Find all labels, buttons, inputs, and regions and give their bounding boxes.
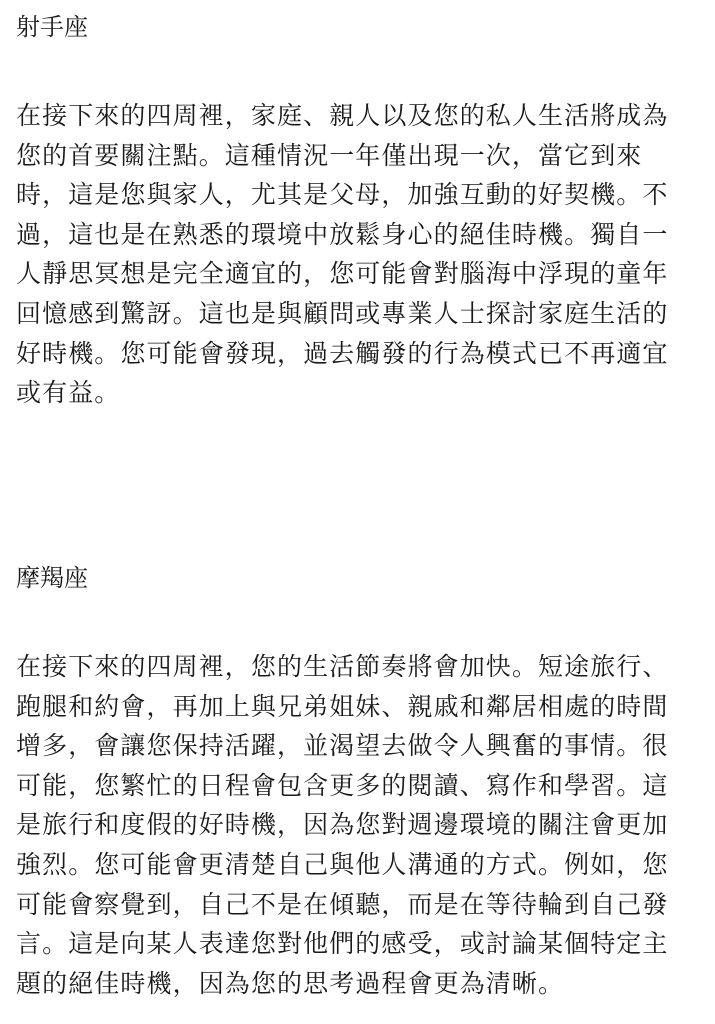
text-line: 在接下來的四周裡，家庭、親人以及您的私人生活將成為 xyxy=(16,101,669,130)
section-body-capricorn xyxy=(16,647,706,1003)
text-line: 時，這是您與家人，尤其是父母，加強互動的好契機。不 xyxy=(16,180,669,210)
text-line: 人靜思冥想是完全適宜的，您可能會對腦海中浮現的童年 xyxy=(16,259,669,289)
section-body-sagittarius xyxy=(16,96,706,413)
section-title-capricorn: 摩羯座 xyxy=(16,564,88,592)
text-line: 或有益。 xyxy=(16,378,121,408)
text-line: 好時機。您可能會發現，過去觸發的行為模式已不再適宜 xyxy=(16,338,669,368)
text-line: 強烈。您可能會更清楚自己與他人溝通的方式。例如，您 xyxy=(16,849,669,879)
text-line: 您的首要關注點。這種情況一年僅出現一次，當它到來 xyxy=(16,140,643,170)
text-line: 是旅行和度假的好時機，因為您對週邊環境的關注會更加 xyxy=(16,810,669,840)
text-line: 回憶感到驚訝。這也是與顧問或專業人士探討家庭生活的 xyxy=(16,298,669,328)
text-line: 可能，您繁忙的日程會包含更多的閱讀、寫作和學習。這 xyxy=(16,770,669,800)
section-title-sagittarius: 射手座 xyxy=(16,13,88,41)
text-line: 言。這是向某人表達您對他們的感受，或討論某個特定主 xyxy=(16,929,669,959)
text-line: 可能會察覺到，自己不是在傾聽，而是在等待輪到自己發 xyxy=(16,889,669,919)
text-line: 在接下來的四周裡，您的生活節奏將會加快。短途旅行、 xyxy=(16,652,669,681)
text-line: 增多，會讓您保持活躍，並渴望去做令人興奮的事情。很 xyxy=(16,731,669,761)
text-line: 跑腿和約會，再加上與兄弟姐妹、親戚和鄰居相處的時間 xyxy=(16,691,669,721)
text-line: 題的絕佳時機，因為您的思考過程會更為清晰。 xyxy=(16,968,565,998)
text-line: 過，這也是在熟悉的環境中放鬆身心的絕佳時機。獨自一 xyxy=(16,219,669,249)
